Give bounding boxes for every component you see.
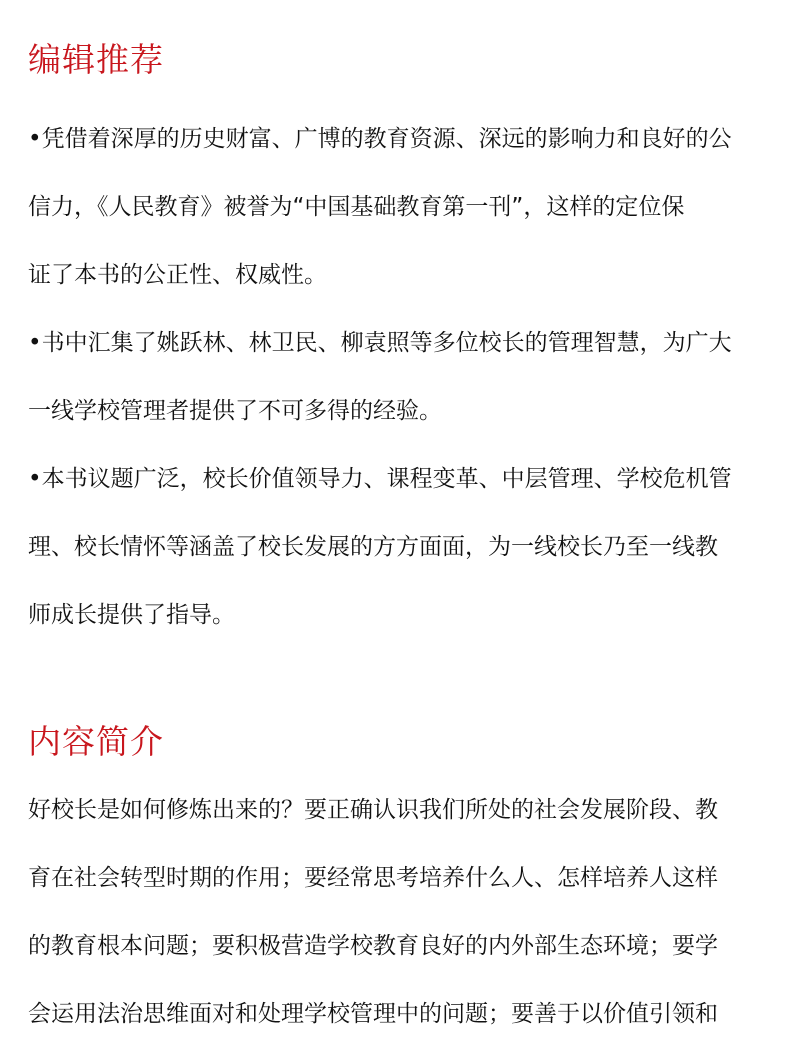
section-title-editor-recommendation: 编辑推荐 [28,40,164,79]
text-line: •书中汇集了姚跃林、林卫民、柳袁照等多位校长的管理智慧，为广大 [28,330,732,356]
text-line: 证了本书的公正性、权威性。 [28,262,327,288]
introduction-section [28,722,768,1048]
text-line: 的教育根本问题；要积极营造学校教育良好的内外部生态环境；要学 [28,933,718,959]
text-line: 会运用法治思维面对和处理学校管理中的问题；要善于以价值引领和 [28,1001,718,1027]
text-line: 一线学校管理者提供了不可多得的经验。 [28,398,442,424]
text-line: 信力，《人民教育》被誉为“中国基础教育第一刊”，这样的定位保 [28,194,685,220]
text-line: 师成长提供了指导。 [28,602,235,628]
text-line: •本书议题广泛，校长价值领导力、课程变革、中层管理、学校危机管 [28,466,732,492]
text-line: 好校长是如何修炼出来的？要正确认识我们所处的社会发展阶段、教 [28,797,718,823]
editor-recommendation-section [28,40,768,649]
introduction-text [28,776,768,1048]
editor-recommendation-text [28,105,768,649]
text-line: •凭借着深厚的历史财富、广博的教育资源、深远的影响力和良好的公 [28,126,732,152]
section-title-introduction: 内容简介 [28,722,164,761]
text-line: 理、校长情怀等涵盖了校长发展的方方面面，为一线校长乃至一线教 [28,534,718,560]
text-line: 育在社会转型时期的作用；要经常思考培养什么人、怎样培养人这样 [28,865,718,891]
